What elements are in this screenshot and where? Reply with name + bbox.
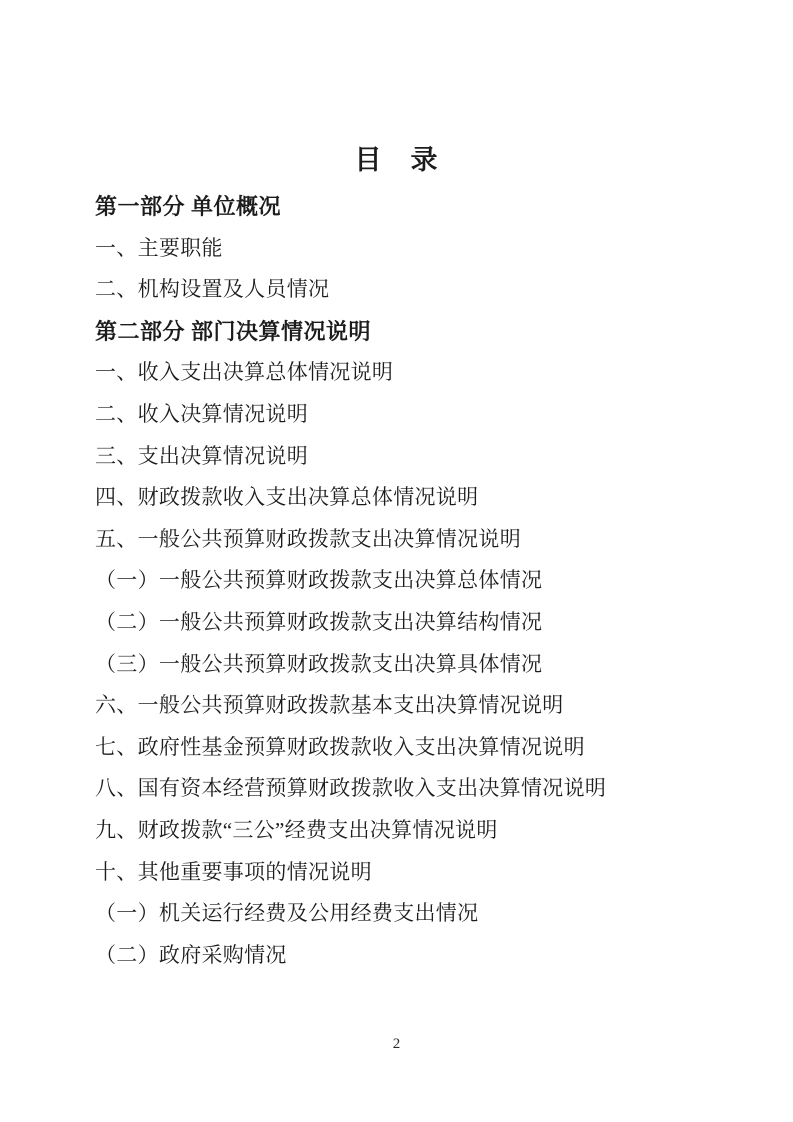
toc-entry: 一、收入支出决算总体情况说明: [95, 360, 394, 385]
toc-part-heading-1: 第一部分 单位概况: [95, 194, 282, 219]
toc-entry: 二、机构设置及人员情况: [95, 277, 330, 302]
toc-entry: （一）机关运行经费及公用经费支出情况: [95, 901, 479, 926]
page-number: 2: [392, 1036, 401, 1052]
toc-entry: 一、主要职能: [95, 235, 223, 260]
toc-entry: （二）政府采购情况: [95, 942, 287, 967]
toc-part-heading-2: 第二部分 部门决算情况说明: [95, 318, 372, 344]
toc-entry: 八、国有资本经营预算财政拨款收入支出决算情况说明: [95, 776, 607, 801]
toc-entry: 五、一般公共预算财政拨款支出决算情况说明: [95, 526, 521, 551]
toc-title: 目 录: [354, 145, 439, 175]
toc-list: [95, 186, 753, 976]
toc-entry: 七、政府性基金预算财政拨款收入支出决算情况说明: [95, 734, 585, 759]
toc-entry: （二）一般公共预算财政拨款支出决算结构情况: [95, 609, 543, 634]
toc-entry: 二、收入决算情况说明: [95, 401, 308, 426]
toc-entry: （三）一般公共预算财政拨款支出决算具体情况: [95, 651, 543, 676]
toc-entry: 十、其他重要事项的情况说明: [95, 859, 372, 884]
toc-entry: 九、财政拨款“三公”经费支出决算情况说明: [95, 817, 498, 842]
toc-entry: （一）一般公共预算财政拨款支出决算总体情况: [95, 568, 543, 593]
toc-entry: 六、一般公共预算财政拨款基本支出决算情况说明: [95, 693, 564, 718]
toc-entry: 四、财政拨款收入支出决算总体情况说明: [95, 485, 479, 510]
toc-entry: 三、支出决算情况说明: [95, 443, 308, 468]
